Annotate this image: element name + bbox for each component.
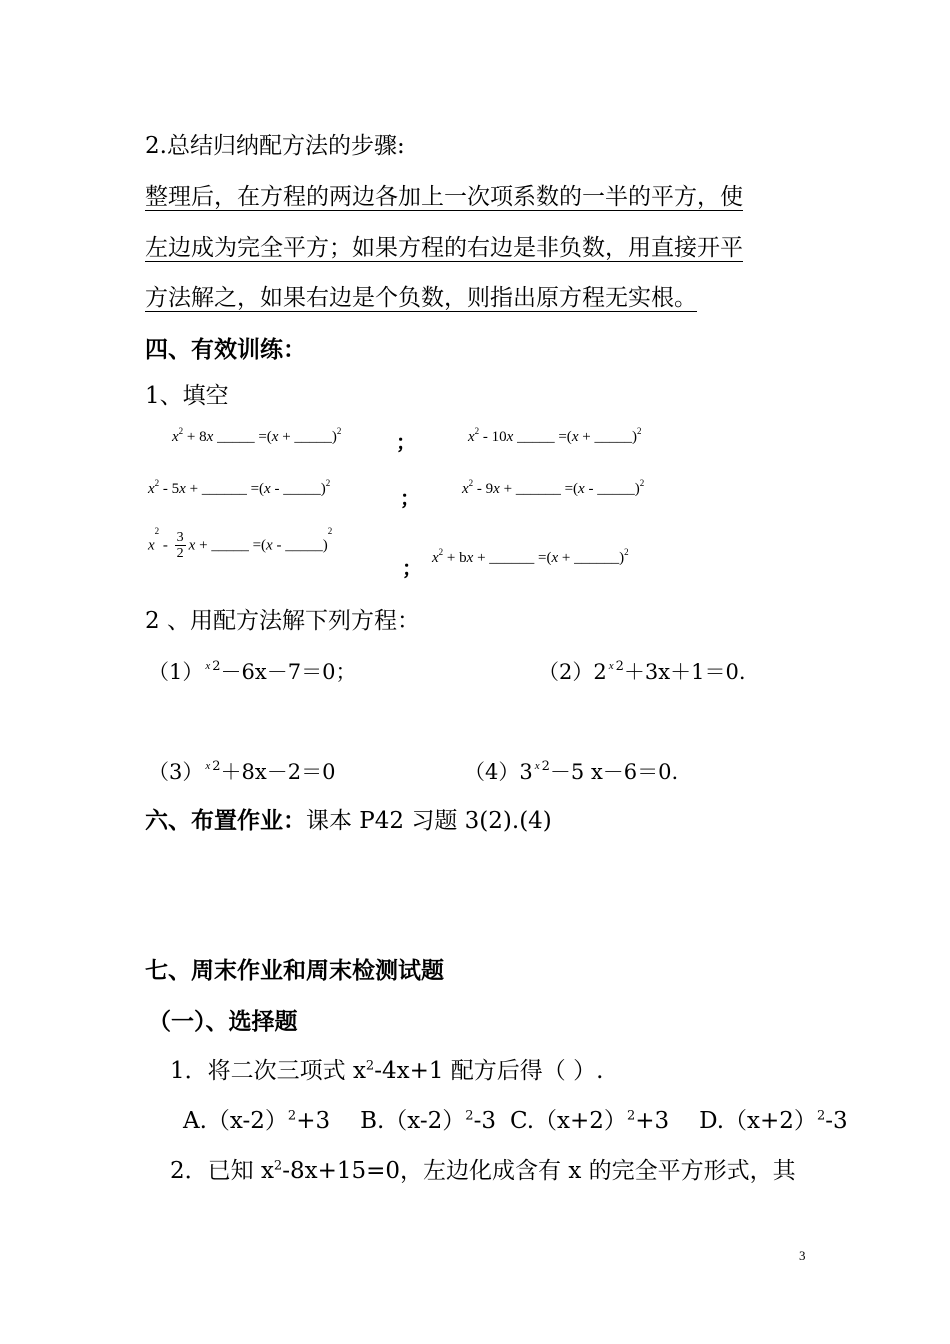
semicolon-2: ；: [400, 486, 420, 510]
fill-item-1: $x^2 + 8x$ _____ =(x + _____)$^2$: [172, 426, 342, 445]
equation-3: （3） $^x$ $^2$＋8x－2＝0: [148, 759, 336, 784]
fill-blank-title: 1、填空: [145, 383, 229, 409]
section7-subheading: （一）、选择题: [148, 1008, 298, 1035]
option-a: $A.(x-2)^2+3$: [183, 1108, 331, 1134]
page-number: 3: [799, 1248, 806, 1263]
equation-4: （4）3 $^x$ $^2$－5 x－6＝0.: [464, 759, 679, 784]
fill-item-5: $x^2$ - $\frac{3}{2}$ x + _____ =(x - _____)$^2$: [148, 526, 333, 562]
option-d: $D.(x+2)^2-3$: [699, 1108, 848, 1134]
section7-heading: 七、周末作业和周末检测试题: [145, 957, 444, 984]
mc-options: [183, 1108, 848, 1136]
steps-line-1: 整理后，在方程的两边各加上一次项系数的一半的平方，使: [145, 184, 743, 210]
option-c: $C.(x+2)^2+3$: [509, 1108, 670, 1134]
section6: [145, 807, 552, 836]
semicolon-1: ；: [396, 430, 416, 454]
equation-2: （2）2 $^x$ $^2$＋3x＋1＝0.: [538, 659, 746, 684]
steps-title: 2.总结归纳配方法的步骤:: [145, 133, 405, 159]
fraction-three-halves: $\frac{3}{2}$: [176, 530, 184, 562]
section6-heading: 六、布置作业：: [145, 807, 306, 834]
steps-line-3: 方法解之，如果右边是个负数，则指出原方程无实根。: [145, 285, 697, 311]
option-b: $B.(x-2)^2-3$: [360, 1108, 496, 1134]
fill-item-4: $x^2 - 9x$ + ______ =(x - _____)$^2$: [462, 478, 645, 497]
fill-item-6: $x^2$ + bx + ______ =(x + ______)$^2$: [432, 547, 629, 566]
fill-item-2: $x^2 - 10x$ _____ =(x + _____)$^2$: [468, 426, 642, 445]
section4-heading: 四、有效训练：: [145, 336, 306, 363]
fill-item-3: $x^2 - 5x$ + ______ =(x - _____)$^2$: [148, 478, 331, 497]
mc-question-2: 2．已知 $x^2-8x+15=0$，左边化成含有 x 的完全平方形式，其: [170, 1158, 796, 1184]
solve-title: 2 、用配方法解下列方程：: [145, 608, 420, 634]
section6-text: 课本 P42 习题 3(2).(4): [306, 808, 552, 834]
mc-question-1: 1．将二次三项式 $x^2-4x+1$ 配方后得（ ）.: [170, 1058, 604, 1084]
semicolon-3: ；: [402, 556, 422, 580]
steps-line-2: 左边成为完全平方；如果方程的右边是非负数，用直接开平: [145, 235, 743, 261]
equation-1: （1） $^x$ $^2$－6x－7＝0；: [148, 659, 357, 684]
